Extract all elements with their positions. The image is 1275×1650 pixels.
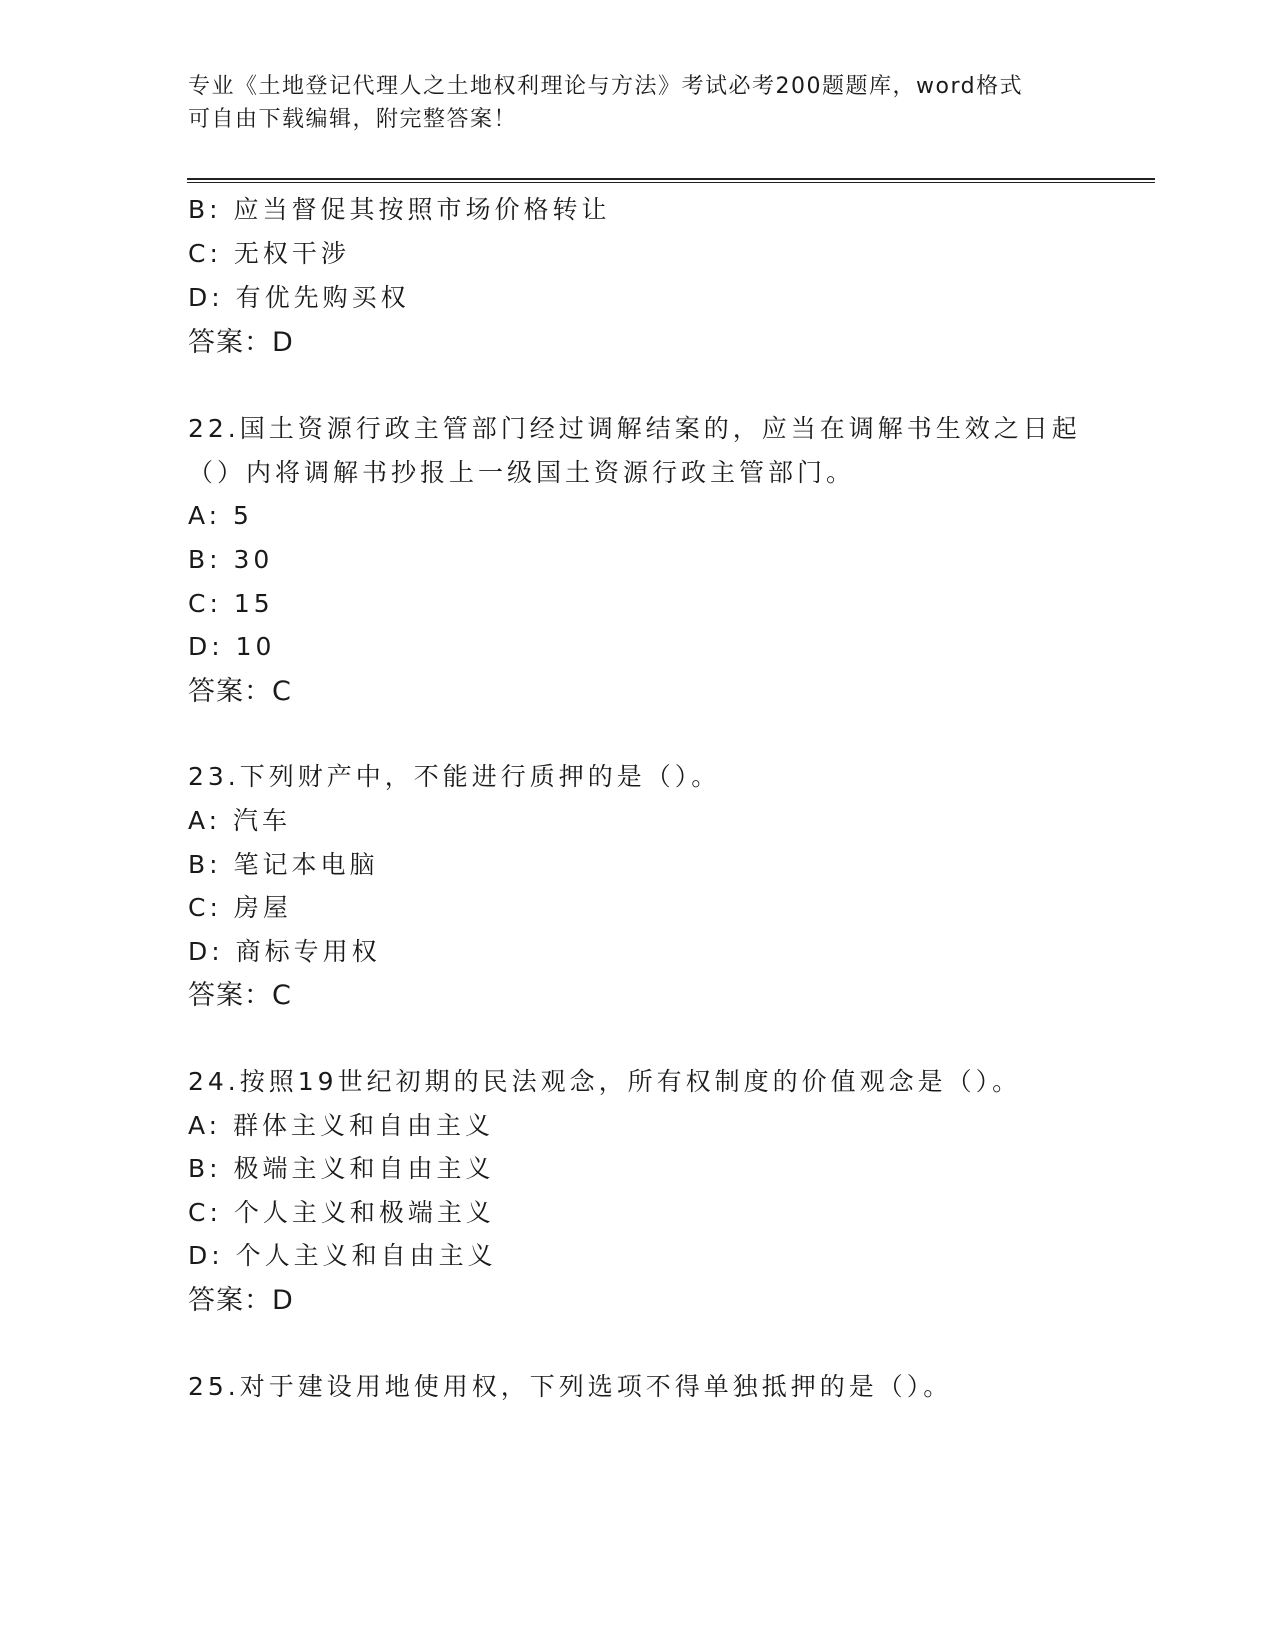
q22-option-a: A: 5 <box>188 501 253 530</box>
q23-option-a: A: 汽车 <box>188 806 292 835</box>
document-header <box>188 70 1088 136</box>
q21-option-b: B: 应当督促其按照市场价格转让 <box>188 195 611 224</box>
q23-option-d: D: 商标专用权 <box>188 937 381 966</box>
q22-stem-line-1: 22.国土资源行政主管部门经过调解结案的，应当在调解书生效之日起 <box>188 414 1081 443</box>
q22-option-d: D: 10 <box>188 632 276 661</box>
header-title-line-2: 可自由下载编辑，附完整答案！ <box>188 107 518 132</box>
q23-option-c: C: 房屋 <box>188 893 292 922</box>
q25-stem: 25.对于建设用地使用权，下列选项不得单独抵押的是（）。 <box>188 1372 953 1401</box>
q22-stem-line-2: （）内将调解书抄报上一级国土资源行政主管部门。 <box>188 458 856 487</box>
q21-option-c: C: 无权干涉 <box>188 239 350 268</box>
q24-option-a: A: 群体主义和自由主义 <box>188 1111 495 1140</box>
q24-stem: 24.按照19世纪初期的民法观念，所有权制度的价值观念是（）。 <box>188 1067 1022 1096</box>
q22-answer: 答案：C <box>188 676 292 707</box>
q21-answer: 答案：D <box>188 327 294 358</box>
header-title-line-1: 专业《土地登记代理人之土地权利理论与方法》考试必考200题题库，word格式 <box>188 74 1024 99</box>
q24-answer: 答案：D <box>188 1285 294 1316</box>
q22-option-b: B: 30 <box>188 545 274 574</box>
q22-option-c: C: 15 <box>188 589 274 618</box>
q23-stem: 23.下列财产中，不能进行质押的是（）。 <box>188 762 721 791</box>
q24-option-b: B: 极端主义和自由主义 <box>188 1154 495 1183</box>
q23-answer: 答案：C <box>188 980 292 1011</box>
q23-option-b: B: 笔记本电脑 <box>188 850 379 879</box>
q24-option-d: D: 个人主义和自由主义 <box>188 1241 497 1270</box>
header-divider <box>187 178 1155 183</box>
q24-option-c: C: 个人主义和极端主义 <box>188 1198 495 1227</box>
q21-option-d: D: 有优先购买权 <box>188 283 410 312</box>
